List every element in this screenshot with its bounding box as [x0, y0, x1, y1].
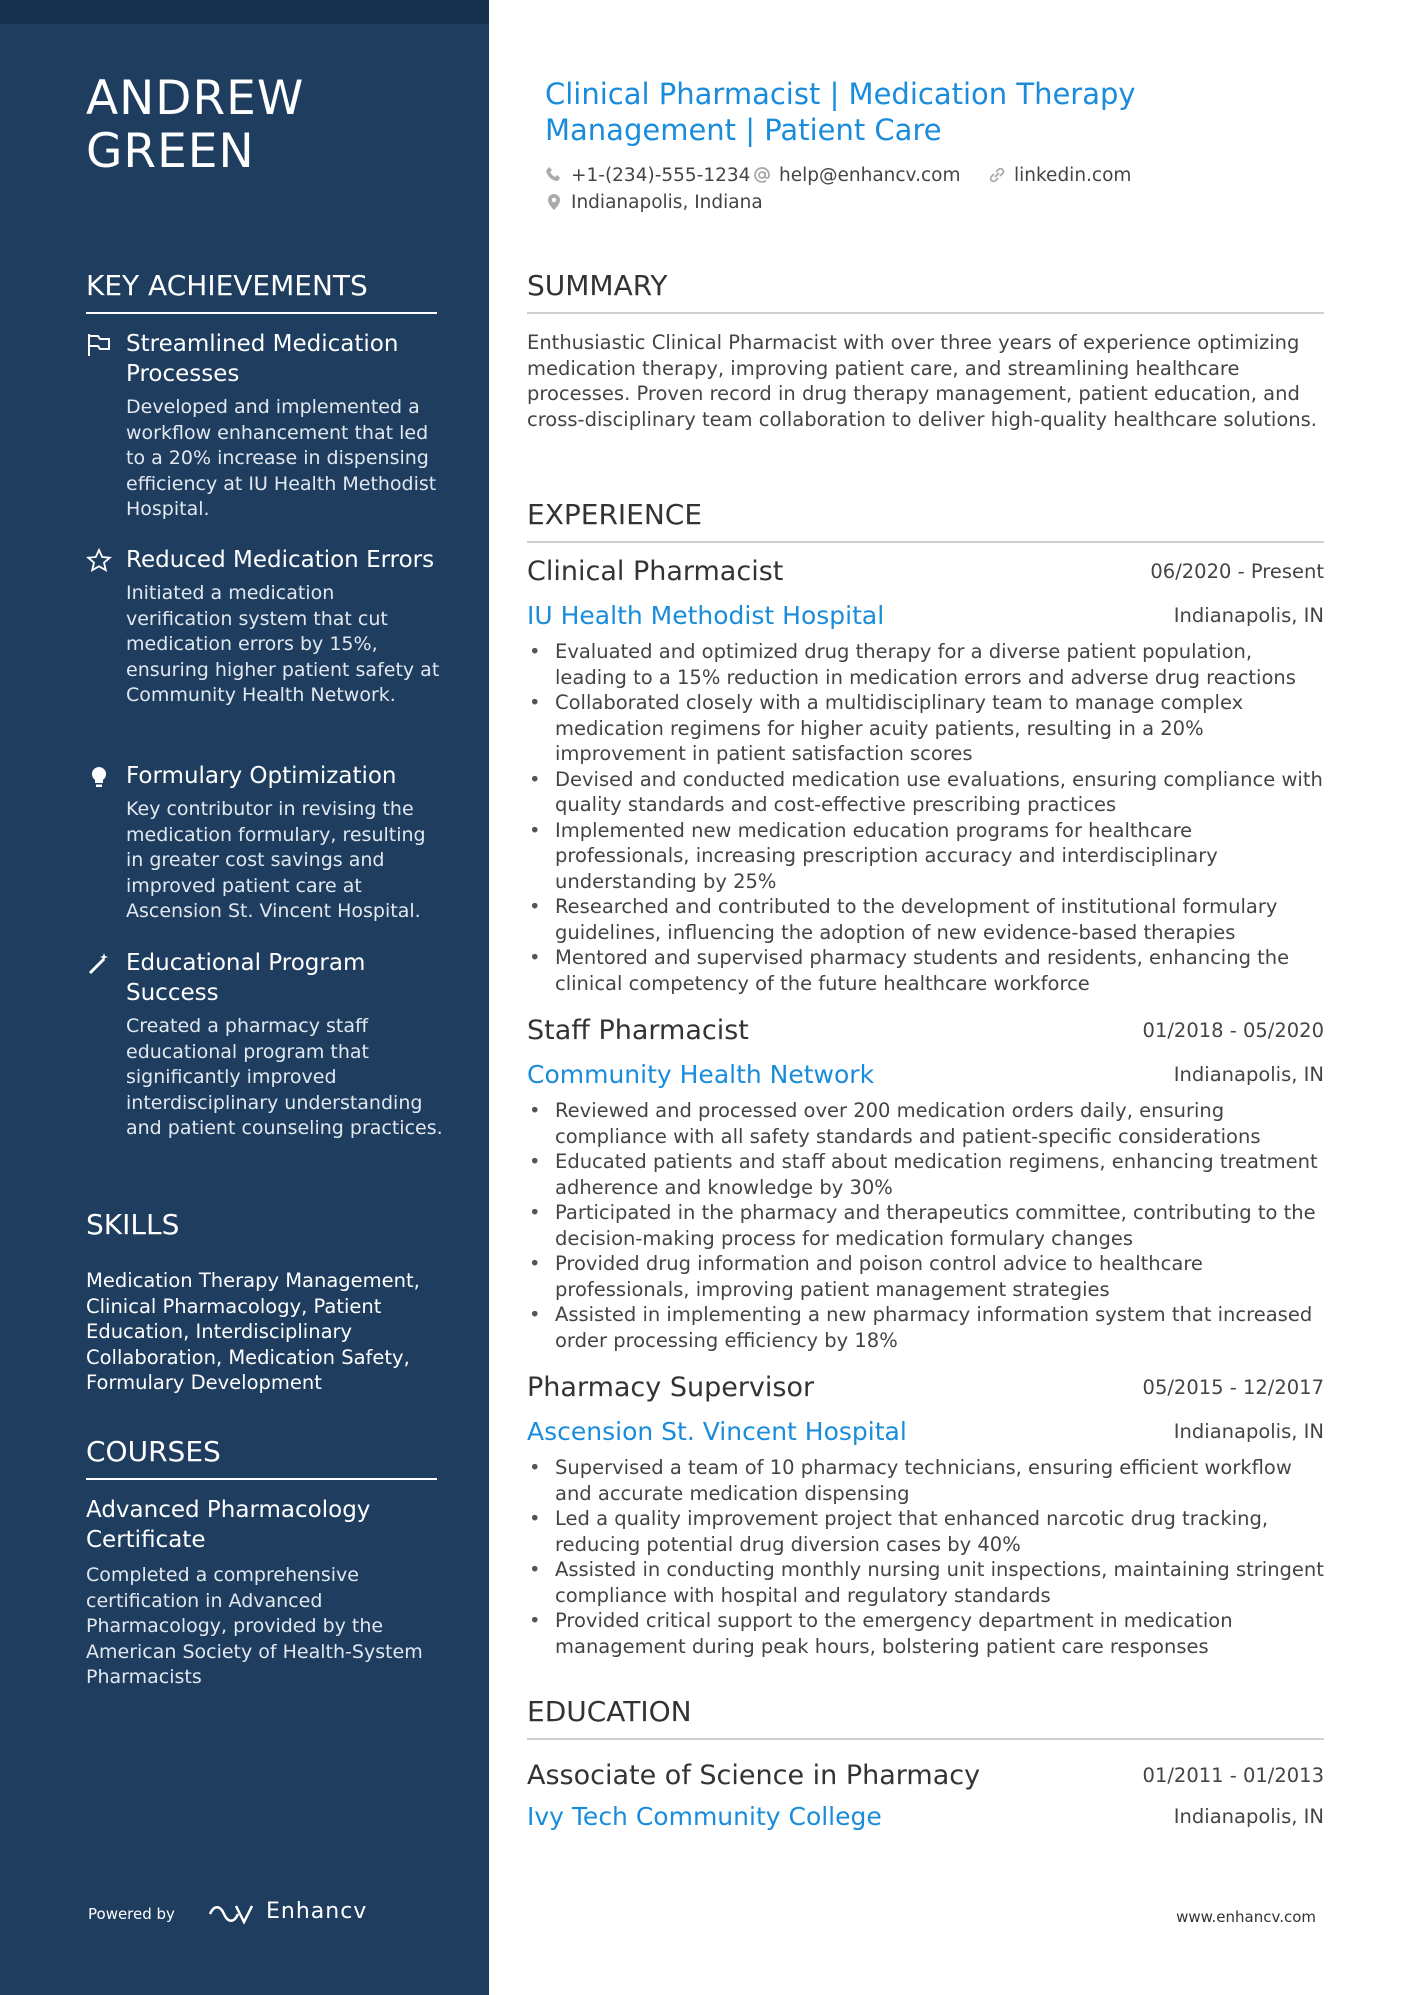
list-item: • Reviewed and processed over 200 medication orders daily, ensuring compliance with all safety standards and patient-specific considerations — [527, 1098, 1327, 1149]
phone-number: +1-(234)-555-1234 — [571, 165, 751, 186]
job-location: Indianapolis, IN — [1173, 604, 1324, 627]
job-dates: 05/2015 - 12/2017 — [1142, 1376, 1324, 1399]
school-name[interactable]: Ivy Tech Community College — [527, 1802, 882, 1831]
job-role: Clinical Pharmacist — [527, 556, 784, 587]
enhancv-brand: Enhancv — [266, 1899, 368, 1924]
footer-url-link[interactable]: www.enhancv.com — [1176, 1908, 1316, 1926]
sidebar-top-bar — [0, 0, 489, 24]
summary-text: Enthusiastic Clinical Pharmacist with over three years of experience optimizing medication therapy, improving patient care, and streamlining healthcare processes. Proven record in drug therapy management, patient education, and cross-disciplinary team collaboration to deliver high-quality healthcare solutions. — [527, 331, 1317, 431]
powered-by-label: Powered by — [88, 1905, 175, 1923]
link-icon — [988, 166, 1006, 184]
experience-heading: EXPERIENCE — [527, 497, 1324, 543]
list-item: • Evaluated and optimized drug therapy for a diverse patient population, leading to a 15% reduction in medication errors and adverse drug reactions — [527, 639, 1327, 690]
summary-heading: SUMMARY — [527, 268, 1324, 314]
linkedin-url: linkedin.com — [1014, 165, 1132, 186]
achievements-heading: KEY ACHIEVEMENTS — [86, 268, 437, 314]
job-company[interactable]: Ascension St. Vincent Hospital — [527, 1417, 907, 1446]
magic-wand-icon — [86, 951, 112, 977]
skills-list: Medication Therapy Management, Clinical Pharmacology, Patient Education, Interdisciplinary Collaboration, Medication Safety, Formulary Development — [86, 1269, 420, 1394]
list-item: • Collaborated closely with a multidisciplinary team to manage complex medication regimens for higher acuity patients, resulting in a 20% improvement in patient satisfaction scores — [527, 690, 1327, 767]
job-dates: 01/2018 - 05/2020 — [1142, 1019, 1324, 1042]
course-title: Advanced Pharmacology Certificate — [86, 1497, 371, 1553]
course-description: Completed a comprehensive certification in Advanced Pharmacology, provided by the American Society of Health-System Pharmacists — [86, 1564, 423, 1688]
achievement-description: Initiated a medication verification system that cut medication errors by 15%, ensuring higher patient safety at Community Health Network. — [126, 582, 440, 706]
email-contact[interactable] — [753, 165, 960, 186]
list-item: • Researched and contributed to the development of institutional formulary guidelines, influencing the adoption of new evidence-based therapies — [527, 894, 1327, 945]
skills-heading: SKILLS — [86, 1208, 180, 1241]
email-address: help@enhancv.com — [779, 165, 961, 186]
list-item: • Participated in the pharmacy and therapeutics committee, contributing to the decision-making process for medication formulary changes — [527, 1200, 1327, 1251]
lightbulb-icon — [86, 764, 112, 790]
location-text: Indianapolis, Indiana — [571, 192, 763, 213]
list-item: • Led a quality improvement project that enhanced narcotic drug tracking, reducing potential drug diversion cases by 40% — [527, 1506, 1327, 1557]
achievement-title: Formulary Optimization — [126, 763, 397, 789]
education-location: Indianapolis, IN — [1173, 1805, 1324, 1828]
achievement-title: Reduced Medication Errors — [126, 547, 435, 573]
list-item: • Educated patients and staff about medication regimens, enhancing treatment adherence and knowledge by 30% — [527, 1149, 1327, 1200]
list-item: • Mentored and supervised pharmacy students and residents, enhancing the clinical competency of the future healthcare workforce — [527, 945, 1327, 996]
enhancv-logo-icon — [206, 1900, 254, 1928]
linkedin-contact[interactable] — [988, 165, 1131, 186]
sidebar — [0, 0, 489, 1995]
job-dates: 06/2020 - Present — [1150, 560, 1324, 583]
job-role: Staff Pharmacist — [527, 1015, 749, 1046]
job-bullets — [527, 1455, 1327, 1659]
phone-icon — [545, 166, 563, 184]
at-icon — [753, 166, 771, 184]
achievement-description: Developed and implemented a workflow enhancement that led to a 20% increase in dispensing efficiency at IU Health Methodist Hospital. — [126, 396, 437, 520]
achievement-item — [86, 329, 446, 523]
list-item: • Supervised a team of 10 pharmacy technicians, ensuring efficient workflow and accurate medication dispensing — [527, 1455, 1327, 1506]
achievement-title: Streamlined Medication Processes — [126, 331, 399, 387]
education-heading: EDUCATION — [527, 1694, 1324, 1740]
job-location: Indianapolis, IN — [1173, 1063, 1324, 1086]
headline: Clinical Pharmacist | Medication Therapy Management | Patient Care — [545, 77, 1136, 147]
phone-contact[interactable] — [545, 165, 750, 186]
achievement-item — [86, 761, 446, 925]
achievement-item — [86, 948, 446, 1142]
achievement-description: Created a pharmacy staff educational program that significantly improved interdisciplinary understanding and patient counseling practices. — [126, 1015, 443, 1139]
achievement-title: Educational Program Success — [126, 950, 366, 1006]
candidate-name: ANDREW GREEN — [86, 71, 305, 179]
list-item: • Assisted in conducting monthly nursing unit inspections, maintaining stringent compliance with hospital and regulatory standards — [527, 1557, 1327, 1608]
list-item: • Devised and conducted medication use evaluations, ensuring compliance with quality standards and cost-effective prescribing practices — [527, 767, 1327, 818]
job-role: Pharmacy Supervisor — [527, 1372, 815, 1403]
list-item: • Assisted in implementing a new pharmacy information system that increased order processing efficiency by 18% — [527, 1302, 1327, 1353]
achievement-description: Key contributor in revising the medication formulary, resulting in greater cost savings and improved patient care at Ascension St. Vincent Hospital. — [126, 798, 426, 922]
achievement-item — [86, 545, 446, 709]
job-bullets — [527, 1098, 1327, 1353]
list-item: • Provided critical support to the emergency department in medication management during peak hours, bolstering patient care responses — [527, 1608, 1327, 1659]
star-icon — [86, 548, 112, 574]
job-location: Indianapolis, IN — [1173, 1420, 1324, 1443]
job-bullets — [527, 639, 1327, 996]
education-dates: 01/2011 - 01/2013 — [1142, 1764, 1324, 1787]
degree-title: Associate of Science in Pharmacy — [527, 1760, 981, 1791]
list-item: • Implemented new medication education programs for healthcare professionals, increasing prescription accuracy and interdisciplinary understanding by 25% — [527, 818, 1327, 895]
job-company[interactable]: Community Health Network — [527, 1060, 875, 1089]
courses-heading: COURSES — [86, 1434, 437, 1480]
job-company[interactable]: IU Health Methodist Hospital — [527, 601, 885, 630]
flag-icon — [86, 332, 112, 358]
location-pin-icon — [545, 193, 563, 211]
location-contact — [545, 192, 763, 213]
list-item: • Provided drug information and poison control advice to healthcare professionals, improving patient management strategies — [527, 1251, 1327, 1302]
